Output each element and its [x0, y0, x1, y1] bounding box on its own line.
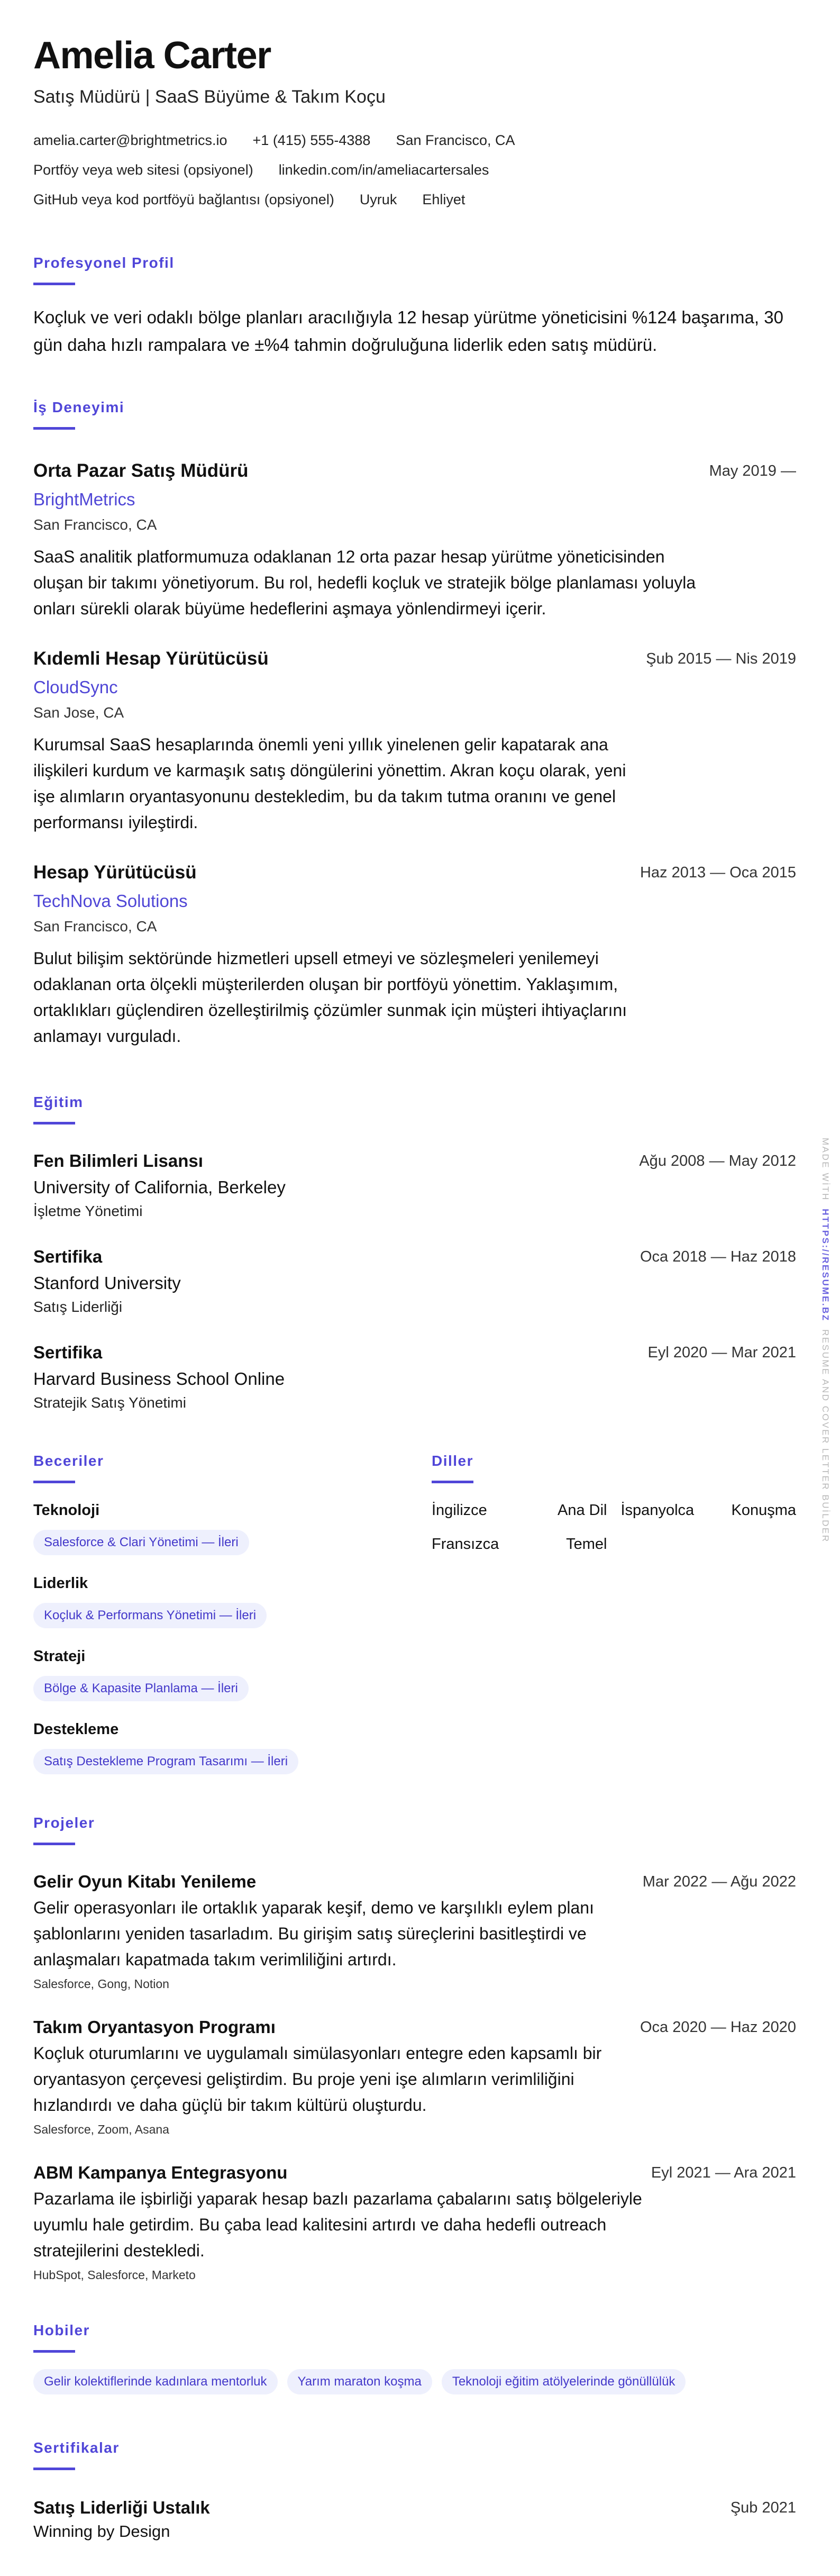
- job-description: Bulut bilişim sektöründe hizmetleri upsell etmeyi ve sözleşmeleri yenilemeyi odaklanan orta ölçekli müşterilerden oluşan bir portföyü yönettim. Yaklaşımım, ortaklıkları güçlendiren özelleştirilmiş çözümler sunmak için müşteri ihtiyaçlarını anlamayı vurguladı.: [33, 949, 627, 1046]
- project-date: Mar 2022 — Ağu 2022: [642, 1873, 796, 1890]
- degree-title: Fen Bilimleri Lisansı: [33, 1151, 203, 1171]
- profile-section: [33, 253, 796, 359]
- resume-header: [33, 34, 796, 214]
- job-entry: [33, 861, 796, 1049]
- project-entry: [33, 2017, 796, 2138]
- hobby-tag: Gelir kolektiflerinde kadınlara mentorluk: [33, 2369, 278, 2394]
- school-name: Stanford University: [33, 1273, 181, 1293]
- location: San Francisco, CA: [396, 132, 515, 148]
- skill-group: [33, 1719, 432, 1774]
- contact-info: [33, 125, 796, 214]
- project-description: Pazarlama ile işbirliği yaparak hesap bazlı pazarlama çabalarını satış bölgeleriyle uyumlu hale getirdim. Bu çaba lead kalitesini artırdı ve daha hedefli outreach stratejilerini destekledi.: [33, 2189, 642, 2260]
- skill-category: Liderlik: [33, 1575, 88, 1592]
- job-title: Kıdemli Hesap Yürütücüsü: [33, 648, 269, 669]
- skill-category: Teknoloji: [33, 1502, 100, 1519]
- job-description: Kurumsal SaaS hesaplarında önemli yeni yıllık yinelenen gelir kapatarak ana ilişkileri kurdum ve karmaşık satış döngülerini yönettim. Akran koçu olarak, yeni işe alımların oryantasyonunu destekledim, bu da takım tutma oranını ve genel performansı iyileştirdi.: [33, 735, 626, 832]
- language-name: İspanyolca: [620, 1502, 695, 1519]
- field-of-study: Satış Liderliği: [33, 1299, 123, 1315]
- job-date: May 2019 —: [709, 462, 796, 479]
- company-name: TechNova Solutions: [33, 891, 188, 911]
- language-level: Temel: [566, 1536, 607, 1553]
- section-heading: Eğitim: [33, 1094, 84, 1110]
- certification-entry: [33, 2496, 796, 2543]
- school-name: University of California, Berkeley: [33, 1177, 286, 1197]
- skill-tag: Koçluk & Performans Yönetimi — İleri: [33, 1603, 267, 1628]
- job-entry: [33, 459, 796, 622]
- watermark-prefix: MADE WİTH: [820, 1138, 830, 1201]
- language-level: Ana Dil: [558, 1502, 607, 1519]
- nationality: Uyruk: [359, 192, 397, 207]
- experience-section: [33, 398, 796, 1049]
- education-entry: [33, 1342, 796, 1412]
- field-of-study: İşletme Yönetimi: [33, 1203, 143, 1219]
- language-item: [621, 1500, 797, 1521]
- company-name: BrightMetrics: [33, 489, 135, 509]
- project-description: Gelir operasyonları ile ortaklık yaparak keşif, demo ve karşılıklı eylem planı şablonlarını yeniden tasarladım. Bu girişim satış süreçlerini basitleştirdi ve anlaşmaları kapatmada takım verimliliğini artırdı.: [33, 1898, 594, 1969]
- resume-bz-link[interactable]: HTTPS://RESUME.BZ: [820, 1209, 830, 1322]
- github-link[interactable]: GitHub veya kod portföyü bağlantısı (opsiyonel): [33, 192, 334, 207]
- certifications-section: [33, 2438, 796, 2543]
- builder-watermark: [820, 1138, 830, 1543]
- project-title: ABM Kampanya Entegrasyonu: [33, 2163, 288, 2182]
- hobbies-section: [33, 2321, 796, 2394]
- school-name: Harvard Business School Online: [33, 1369, 285, 1389]
- driving-license: Ehliyet: [422, 192, 465, 207]
- email-link[interactable]: amelia.carter@brightmetrics.io: [33, 132, 227, 148]
- education-section: [33, 1093, 796, 1412]
- section-heading: Beceriler: [33, 1453, 104, 1469]
- projects-section: [33, 1813, 796, 2283]
- section-heading: Hobiler: [33, 2322, 90, 2338]
- skills-languages-row: [33, 1452, 796, 1774]
- skill-category: Strateji: [33, 1648, 86, 1665]
- skill-category: Destekleme: [33, 1721, 119, 1738]
- skill-tag: Satış Destekleme Program Tasarımı — İleri: [33, 1749, 298, 1774]
- skill-group: [33, 1646, 432, 1701]
- skill-tag: Salesforce & Clari Yönetimi — İleri: [33, 1530, 249, 1555]
- project-date: Eyl 2021 — Ara 2021: [651, 2164, 796, 2181]
- education-date: Oca 2018 — Haz 2018: [640, 1248, 796, 1265]
- certification-date: Şub 2021: [730, 2499, 796, 2516]
- language-item: [432, 1500, 607, 1521]
- certification-issuer: Winning by Design: [33, 2522, 170, 2541]
- job-date: Haz 2013 — Oca 2015: [640, 864, 796, 881]
- skills-section: [33, 1452, 432, 1774]
- project-title: Takım Oryantasyon Programı: [33, 2017, 276, 2037]
- hobby-tag: Teknoloji eğitim atölyelerinde gönüllülük: [442, 2369, 686, 2394]
- language-item: [432, 1534, 607, 1555]
- job-date: Şub 2015 — Nis 2019: [646, 650, 796, 667]
- heading-underline: [33, 1481, 75, 1483]
- candidate-headline: Satış Müdürü | SaaS Büyüme & Takım Koçu: [33, 87, 386, 107]
- heading-underline: [33, 427, 75, 430]
- heading-underline: [33, 1843, 75, 1845]
- watermark-suffix: RESUME AND COVER LETTER BUİLDER: [820, 1329, 830, 1543]
- skill-group: [33, 1500, 432, 1555]
- website-link[interactable]: Portföy veya web sitesi (opsiyonel): [33, 162, 253, 178]
- job-entry: [33, 647, 796, 836]
- section-heading: Sertifikalar: [33, 2439, 120, 2456]
- project-title: Gelir Oyun Kitabı Yenileme: [33, 1872, 257, 1891]
- candidate-name: Amelia Carter: [33, 34, 271, 77]
- heading-underline: [33, 2350, 75, 2353]
- contact-row: [33, 155, 796, 185]
- job-location: San Jose, CA: [33, 704, 124, 721]
- education-date: Ağu 2008 — May 2012: [639, 1153, 796, 1169]
- contact-row: [33, 185, 796, 214]
- project-tech: Salesforce, Gong, Notion: [33, 1977, 169, 1991]
- heading-underline: [33, 1122, 75, 1124]
- language-level: Konuşma: [731, 1502, 796, 1519]
- job-title: Orta Pazar Satış Müdürü: [33, 460, 249, 481]
- education-date: Eyl 2020 — Mar 2021: [647, 1344, 796, 1361]
- job-description: SaaS analitik platformumuza odaklanan 12 orta pazar hesap yürütme yöneticisinden oluşan bir takımı yönetiyorum. Bu rol, hedefli koçluk ve stratejik bölge planlaması yoluyla onları sürekli olarak büyüme hedeflerini aşmaya yönlendirmeyi içerir.: [33, 547, 696, 618]
- education-entry: [33, 1246, 796, 1317]
- project-description: Koçluk oturumlarını ve uygulamalı simülasyonları entegre eden kapsamlı bir oryantasyon çerçevesi geliştirdim. Bu proje yeni işe alımların verimliliğini hızlandırdı ve daha güçlü bir takım kültürü oluşturdu.: [33, 2044, 602, 2115]
- contact-row: [33, 125, 796, 155]
- education-entry: [33, 1150, 796, 1221]
- heading-underline: [33, 283, 75, 285]
- project-tech: HubSpot, Salesforce, Marketo: [33, 2268, 196, 2282]
- hobby-tag: Yarım maraton koşma: [287, 2369, 432, 2394]
- project-tech: Salesforce, Zoom, Asana: [33, 2123, 169, 2136]
- skill-group: [33, 1573, 432, 1628]
- job-title: Hesap Yürütücüsü: [33, 862, 197, 883]
- language-name: İngilizce: [432, 1502, 487, 1519]
- heading-underline: [432, 1481, 473, 1483]
- certification-title: Satış Liderliği Ustalık: [33, 2498, 210, 2517]
- section-heading: Projeler: [33, 1815, 95, 1831]
- field-of-study: Stratejik Satış Yönetimi: [33, 1394, 186, 1411]
- languages-section: [432, 1452, 796, 1774]
- section-heading: Diller: [432, 1453, 474, 1469]
- profile-summary: Koçluk ve veri odaklı bölge planları aracılığıyla 12 hesap yürütme yöneticisini %124 başarıma, 30 gün daha hızlı rampalara ve ±%4 tahmin doğruluğuna liderlik eden satış müdürü.: [33, 307, 783, 355]
- linkedin-link[interactable]: linkedin.com/in/ameliacartersales: [278, 162, 489, 178]
- skill-tag: Bölge & Kapasite Planlama — İleri: [33, 1676, 249, 1701]
- job-location: San Francisco, CA: [33, 918, 157, 935]
- job-location: San Francisco, CA: [33, 516, 157, 533]
- section-heading: İş Deneyimi: [33, 399, 125, 415]
- project-date: Oca 2020 — Haz 2020: [640, 2019, 796, 2036]
- degree-title: Sertifika: [33, 1343, 103, 1362]
- project-entry: [33, 2162, 796, 2283]
- language-name: Fransızca: [432, 1536, 499, 1553]
- phone-number[interactable]: +1 (415) 555-4388: [252, 132, 371, 148]
- section-heading: Profesyonel Profil: [33, 255, 175, 271]
- degree-title: Sertifika: [33, 1247, 103, 1266]
- project-entry: [33, 1871, 796, 1992]
- company-name: CloudSync: [33, 677, 118, 697]
- heading-underline: [33, 2468, 75, 2470]
